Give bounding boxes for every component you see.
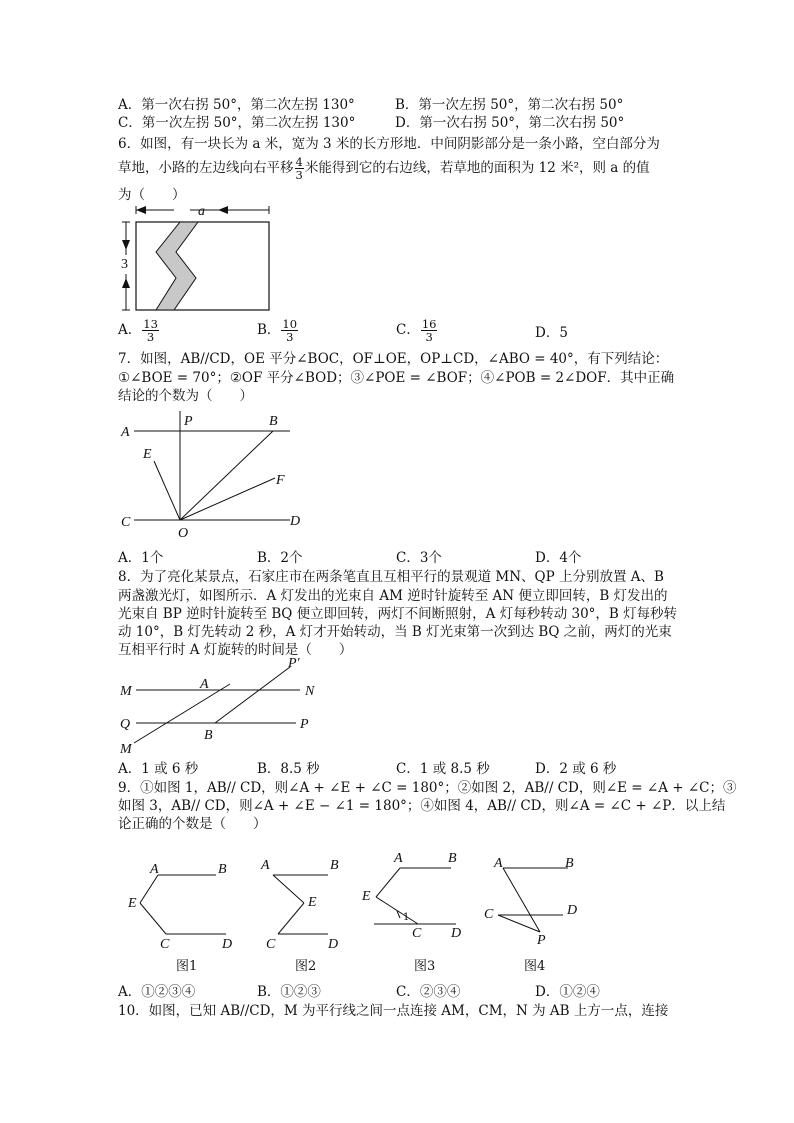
svg-text:B: B xyxy=(330,858,339,873)
svg-text:B: B xyxy=(218,862,227,877)
q6-stem-line2: 草地，小路的左边线向右平移 $\frac{4}{3}$ 米能得到它的右边线，若草地的面积为 12 米²，则 a 的值 xyxy=(118,155,650,182)
svg-text:E: E xyxy=(128,896,137,911)
q6-option-d: D．5 xyxy=(535,325,568,341)
q9-figure-4 xyxy=(484,856,577,974)
q7-option-c: C．3个 xyxy=(396,550,442,566)
q7-stem-line2: ①∠BOE = 70°；②OF 平分∠BOD；③∠POE = ∠BOF；④∠POB = 2∠DOF．其中正确 xyxy=(118,370,675,386)
q8-stem-line4: 动 10°，B 灯先转动 2 秒，A 灯才开始转动，当 B 灯光束第一次到达 BQ 之前，两灯的光束 xyxy=(118,624,672,640)
q9-stem-line2: 如图 3，AB// CD，则∠A + ∠E − ∠1 = 180°；④如图 4，AB// CD，则∠A = ∠C + ∠P．以上结 xyxy=(118,798,726,814)
q6-figure xyxy=(118,200,278,315)
q8-option-d: D．2 或 6 秒 xyxy=(535,761,617,777)
q8-stem-line2: 两盏激光灯，如图所示．A 灯发出的光束自 AM 逆时针旋转至 AN 便立即回转，B 灯发出的 xyxy=(118,588,668,604)
svg-text:C: C xyxy=(266,937,276,952)
q8-label-m-bottom: M xyxy=(120,742,132,757)
svg-text:P: P xyxy=(537,933,546,948)
q9-caption-2: 图2 xyxy=(295,959,317,974)
q8-stem-line5: 互相平行时 A 灯旋转的时间是（ ） xyxy=(118,642,353,658)
q9-option-c: C．②③④ xyxy=(396,984,461,1000)
q7-option-a: A．1个 xyxy=(118,550,164,566)
svg-text:A: A xyxy=(494,856,503,871)
q8-label-q: Q xyxy=(120,717,131,732)
q7-option-b: B．2个 xyxy=(257,550,303,566)
svg-text:A: A xyxy=(394,851,403,866)
svg-text:A: A xyxy=(150,862,159,877)
q8-beam-a xyxy=(134,684,230,743)
q5-option-b: B．第一次左拐 50°，第二次右拐 50° xyxy=(395,97,624,113)
svg-text:D: D xyxy=(328,937,339,952)
q9-figure-2 xyxy=(260,858,339,974)
q8-label-p-prime: P′ xyxy=(288,656,300,671)
q8-stem-line1: 8．为了亮化某景点，石家庄市在两条笔直且互相平行的景观道 MN、QP 上分别放置 A、B xyxy=(118,569,664,585)
q6-shaded-path xyxy=(156,222,198,310)
q9-caption-3: 图3 xyxy=(414,959,436,974)
svg-text:C: C xyxy=(160,937,170,952)
q7-label-c: C xyxy=(121,515,131,530)
svg-text:C: C xyxy=(484,907,494,922)
q7-label-f: F xyxy=(276,473,285,488)
q7-option-d: D．4个 xyxy=(535,550,582,566)
q9-caption-1: 图1 xyxy=(176,959,198,974)
q6-option-c: C． $\frac{16}{3}$ xyxy=(396,317,437,344)
svg-text:B: B xyxy=(565,856,574,871)
q8-label-a: A xyxy=(200,677,209,692)
q5-option-c: C．第一次左拐 50°，第二次左拐 130° xyxy=(118,115,356,131)
q9-figure-1 xyxy=(127,862,232,974)
q7-line-oe xyxy=(154,461,180,520)
q9-stem-line1: 9．①如图 1，AB// CD，则∠A + ∠E + ∠C = 180°；②如图 2，AB// CD，则∠E = ∠A + ∠C；③ xyxy=(118,780,737,796)
q10-stem-line1: 10．如图，已知 AB//CD，M 为平行线之间一点连接 AM，CM，N 为 AB 上方一点，连接 xyxy=(118,1003,669,1019)
q7-label-o: O xyxy=(178,526,189,541)
q6-shift-fraction: $\frac{4}{3}$ xyxy=(295,155,303,182)
q6-label-3: 3 xyxy=(121,257,128,272)
q6-option-b: B． $\frac{10}{3}$ xyxy=(257,317,298,344)
q6-option-a: A． $\frac{13}{3}$ xyxy=(118,317,158,344)
q9-figures xyxy=(118,848,638,976)
q9-option-b: B．①②③ xyxy=(257,984,321,1000)
q9-fig3-angle-1: 1 xyxy=(403,912,410,923)
q7-line-ob xyxy=(180,431,273,520)
q7-line-of xyxy=(180,478,275,520)
q6-stem-line3: 为（ ） xyxy=(118,187,186,203)
svg-text:B: B xyxy=(448,851,457,866)
svg-text:A: A xyxy=(261,858,270,873)
q8-stem-line3: 光束自 BP 逆时针旋转至 BQ 便立即回转，两灯不间断照射，A 灯每秒转动 30°，B 灯每秒转 xyxy=(118,606,678,622)
q6-label-a: a xyxy=(198,204,205,219)
svg-text:E: E xyxy=(362,889,371,904)
q7-label-e: E xyxy=(143,447,152,462)
q5-option-a: A．第一次右拐 50°，第二次左拐 130° xyxy=(118,97,355,113)
q8-figure xyxy=(118,655,338,757)
q8-label-n: N xyxy=(305,684,315,699)
q7-stem-line1: 7．如图，AB//CD，OE 平分∠BOC，OF⊥OE，OP⊥CD，∠ABO = 40°，有下列结论： xyxy=(118,351,669,367)
q8-beam-b xyxy=(215,667,290,723)
q8-option-c: C．1 或 8.5 秒 xyxy=(396,761,490,777)
q9-option-d: D．①②④ xyxy=(535,984,600,1000)
q9-caption-4: 图4 xyxy=(524,959,546,974)
q6-stem-line1: 6．如图，有一块长为 a 米，宽为 3 米的长方形地．中间阴影部分是一条小路，空白部分为 xyxy=(118,136,660,152)
q7-stem-line3: 结论的个数为（ ） xyxy=(118,388,253,404)
q8-label-m-top: M xyxy=(120,684,132,699)
q8-option-a: A．1 或 6 秒 xyxy=(118,761,199,777)
q9-figure-3 xyxy=(361,851,461,974)
q7-label-p: P xyxy=(184,414,193,429)
q9-stem-line3: 论正确的个数是（ ） xyxy=(118,816,267,832)
q8-option-b: B．8.5 秒 xyxy=(257,761,320,777)
q8-label-p: P xyxy=(300,717,309,732)
q5-option-d: D．第一次右拐 50°，第二次右拐 50° xyxy=(395,115,625,131)
svg-text:D: D xyxy=(567,903,578,918)
svg-text:D: D xyxy=(451,926,462,941)
svg-text:C: C xyxy=(412,926,422,941)
svg-text:D: D xyxy=(222,937,233,952)
q7-figure xyxy=(118,405,318,545)
q7-label-a: A xyxy=(121,425,130,440)
q9-option-a: A．①②③④ xyxy=(118,984,196,1000)
q7-label-d: D xyxy=(290,514,301,529)
svg-text:E: E xyxy=(308,895,317,910)
q7-label-b: B xyxy=(269,414,278,429)
q8-label-b: B xyxy=(204,728,213,743)
